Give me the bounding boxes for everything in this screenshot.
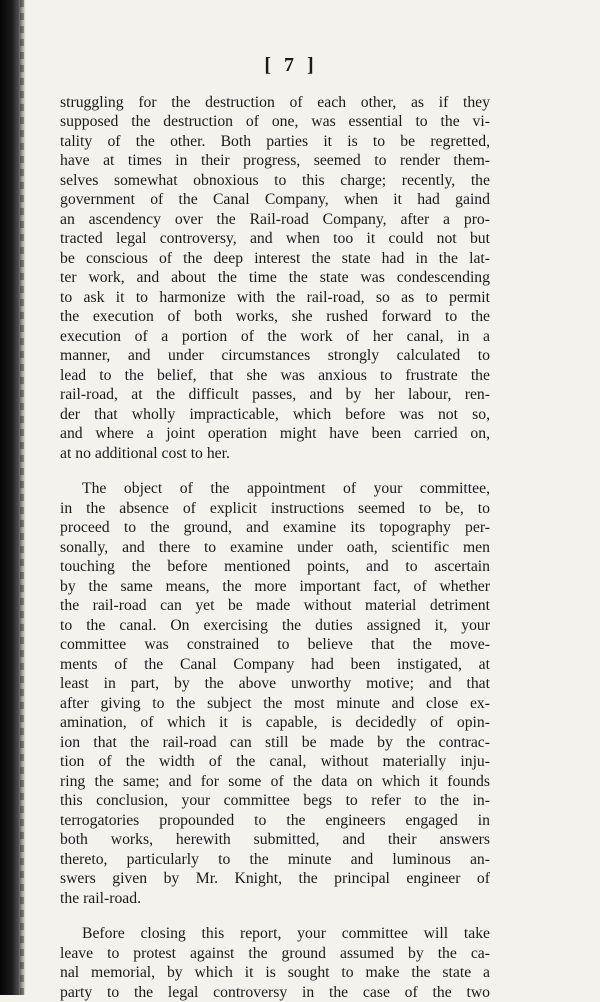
text-line: the rail-road. — [60, 889, 490, 909]
text-line: rail-road, at the difficult passes, and by her labour, ren- — [60, 385, 490, 405]
text-line: to the canal. On exercising the duties assigned it, your — [60, 616, 490, 636]
page-number: [ 7 ] — [92, 56, 490, 76]
text-line: ion that the rail-road can still be made by the contrac- — [60, 733, 490, 753]
text-line: at no additional cost to her. — [60, 444, 490, 464]
paragraph-1 — [60, 93, 490, 464]
text-line: tality of the other. Both parties it is to be regretted, — [60, 132, 490, 152]
paragraph-3 — [60, 924, 490, 1002]
text-line: selves somewhat obnoxious to this charge; recently, the — [60, 171, 490, 191]
paragraph-2 — [60, 479, 490, 908]
text-line: thereto, particularly to the minute and luminous an- — [60, 850, 490, 870]
text-line: in the absence of explicit instructions seemed to be, to — [60, 499, 490, 519]
text-line: tracted legal controversy, and when too it could not but — [60, 229, 490, 249]
text-line: the execution of both works, she rushed forward to the — [60, 307, 490, 327]
text-line: by the same means, the more important fact, of whether — [60, 577, 490, 597]
text-line: and where a joint operation might have been carried on, — [60, 424, 490, 444]
document-page — [60, 56, 490, 1002]
text-line: proceed to the ground, and examine its topography per- — [60, 518, 490, 538]
text-line: this conclusion, your committee begs to refer to the in- — [60, 791, 490, 811]
text-line: struggling for the destruction of each other, as if they — [60, 93, 490, 113]
text-line: supposed the destruction of one, was essential to the vi- — [60, 112, 490, 132]
text-line: have at times in their progress, seemed to render them- — [60, 151, 490, 171]
text-line: party to the legal controversy in the case of the two — [60, 983, 490, 1002]
text-line: swers given by Mr. Knight, the principal engineer of — [60, 869, 490, 889]
text-line: ments of the Canal Company had been instigated, at — [60, 655, 490, 675]
text-line: execution of a portion of the work of her canal, in a — [60, 327, 490, 347]
text-line: to ask it to harmonize with the rail-road, so as to permit — [60, 288, 490, 308]
text-line: Before closing this report, your committee will take — [60, 924, 490, 944]
text-line: ring the same; and for some of the data on which it founds — [60, 772, 490, 792]
text-line: ter work, and about the time the state was condescending — [60, 268, 490, 288]
text-line: committee was constrained to believe that the move- — [60, 635, 490, 655]
text-line: be conscious of the deep interest the state had in the lat- — [60, 249, 490, 269]
text-line: nal memorial, by which it is sought to make the state a — [60, 963, 490, 983]
text-line: amination, of which it is capable, is decidedly of opin- — [60, 713, 490, 733]
text-line: sonally, and there to examine under oath, scientific men — [60, 538, 490, 558]
text-line: least in part, by the above unworthy motive; and that — [60, 674, 490, 694]
text-line: government of the Canal Company, when it had gaind — [60, 190, 490, 210]
text-line: The object of the appointment of your committee, — [60, 479, 490, 499]
book-binding-edge — [0, 0, 26, 995]
text-line: lead to the belief, that she was anxious to frustrate the — [60, 366, 490, 386]
text-line: after giving to the subject the most minute and close ex- — [60, 694, 490, 714]
text-line: terrogatories propounded to the engineers engaged in — [60, 811, 490, 831]
text-line: an ascendency over the Rail-road Company, after a pro- — [60, 210, 490, 230]
text-line: manner, and under circumstances strongly calculated to — [60, 346, 490, 366]
text-line: both works, herewith submitted, and their answers — [60, 830, 490, 850]
text-line: the rail-road can yet be made without material detriment — [60, 596, 490, 616]
text-line: touching the before mentioned points, and to ascertain — [60, 557, 490, 577]
text-line: leave to protest against the ground assumed by the ca- — [60, 944, 490, 964]
text-line: tion of the width of the canal, without materially inju- — [60, 752, 490, 772]
text-line: der that wholly impracticable, which before was not so, — [60, 405, 490, 425]
